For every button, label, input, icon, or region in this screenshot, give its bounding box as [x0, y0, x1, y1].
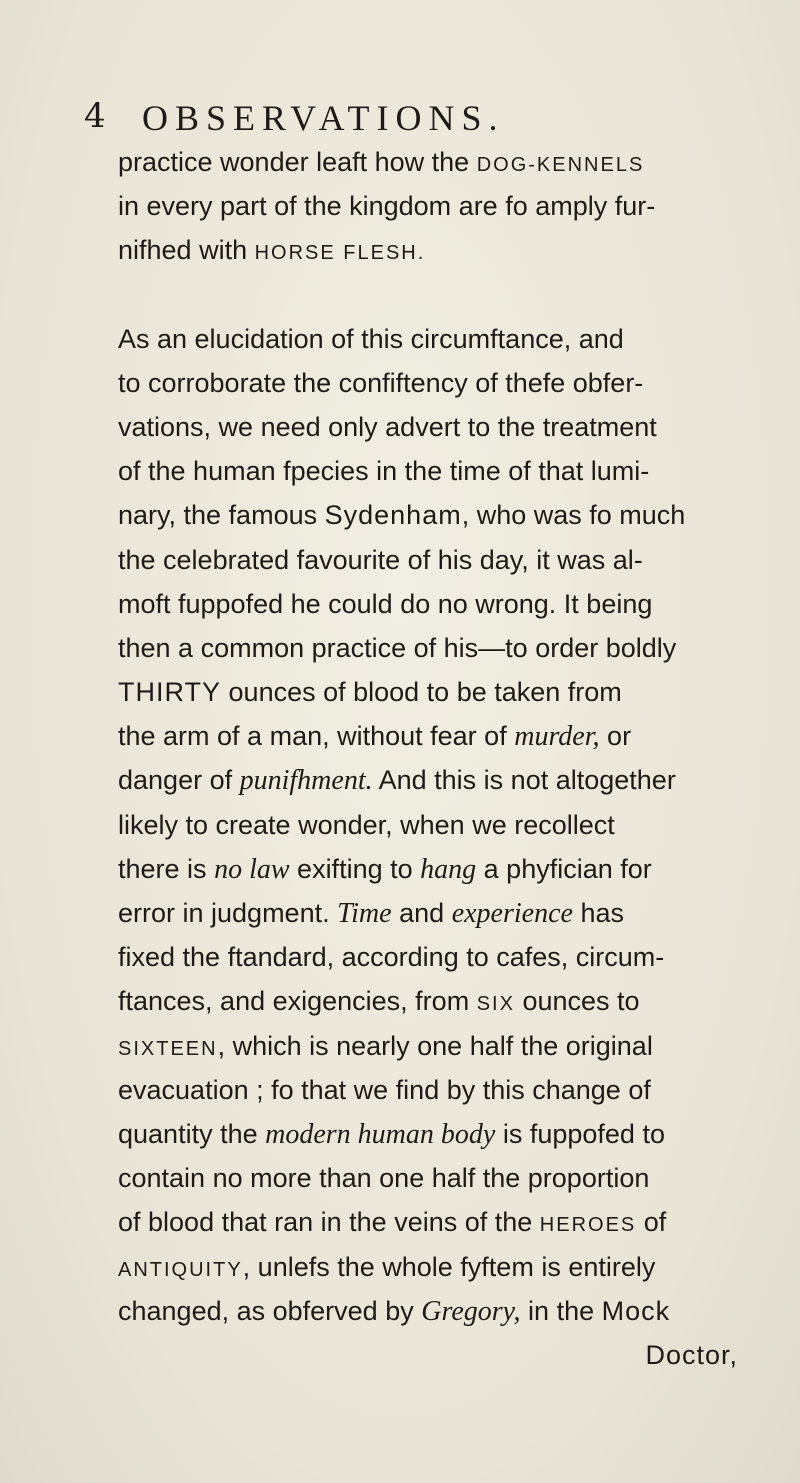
page-header	[84, 92, 644, 142]
page-number: 4	[84, 96, 106, 136]
text-line: contain no more than one half the proportion	[118, 1163, 650, 1194]
text-line: changed, as obferved by Gregory, in the Mock	[118, 1295, 671, 1327]
text-line: there is no law exifting to hang a phyfician for	[118, 853, 652, 885]
text-line: THIRTY ounces of blood to be taken from	[118, 677, 622, 708]
text-line: to corroborate the confiftency of thefe obfer-	[118, 367, 644, 398]
text-line: SIXTEEN, which is nearly one half the original	[118, 1030, 653, 1061]
text-line: nary, the famous Sydenham, who was fo much	[118, 500, 686, 531]
running-head: OBSERVATIONS.	[142, 98, 505, 138]
text-line: ftances, and exigencies, from SIX ounces to	[118, 986, 640, 1017]
text-line: nifhed with HORSE FLESH.	[118, 235, 426, 266]
text-line: in every part of the kingdom are fo amply fur-	[118, 191, 656, 222]
text-line: then a common practice of his—to order boldly	[118, 632, 677, 663]
text-line: likely to create wonder, when we recollect	[118, 809, 615, 840]
text-line: vations, we need only advert to the treatment	[118, 411, 657, 442]
text-line: the arm of a man, without fear of murder, or	[118, 721, 632, 753]
catchword-line: Doctor,	[645, 1339, 738, 1370]
text-line: of blood that ran in the veins of the HEROES of	[118, 1207, 667, 1238]
body-text	[118, 140, 738, 1377]
text-line: of the human fpecies in the time of that lumi-	[118, 456, 650, 487]
text-line: quantity the modern human body is fuppofed to	[118, 1118, 665, 1150]
text-line: fixed the ftandard, according to cafes, circum-	[118, 942, 665, 973]
text-line: moft fuppofed he could do no wrong. It being	[118, 588, 653, 619]
text-line: practice wonder leaft how the DOG-KENNELS	[118, 147, 645, 177]
text-line: danger of punifhment. And this is not altogether	[118, 765, 676, 797]
text-line: As an elucidation of this circumftance, and	[118, 323, 624, 354]
text-line: evacuation ; fo that we find by this change of	[118, 1074, 651, 1105]
text-line: error in judgment. Time and experience has	[118, 898, 624, 929]
text-line: the celebrated favourite of his day, it was al-	[118, 544, 643, 575]
paragraph-break	[118, 273, 738, 317]
text-line: ANTIQUITY, unlefs the whole fyftem is entirely	[118, 1251, 656, 1282]
